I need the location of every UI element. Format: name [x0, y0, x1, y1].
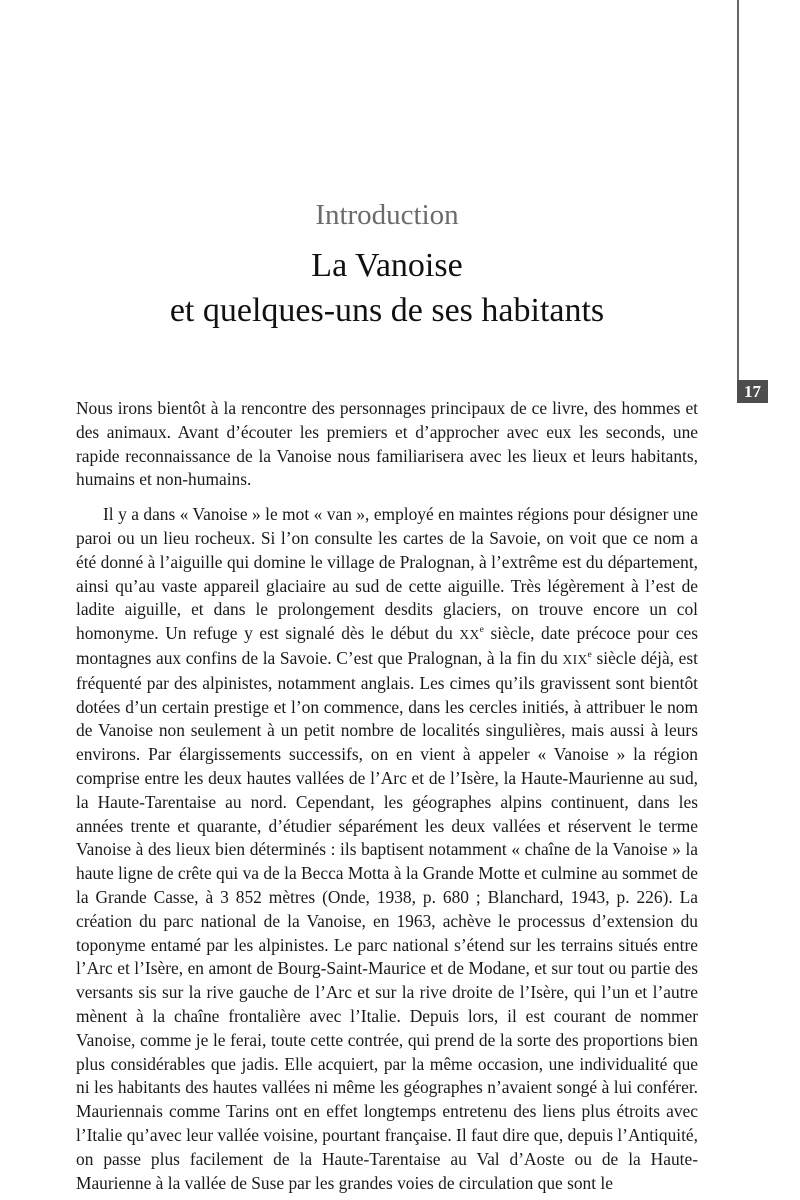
century-twentieth: XX: [459, 627, 480, 643]
paragraph-2-part-2: siècle, date précoce pour ces montagnes aux confins de la Savoie. C’est que Pralognan, à la fin du: [76, 623, 698, 668]
paragraph-1: Nous irons bientôt à la rencontre des personnages principaux de ce livre, des hommes et des animaux. Avant d’écouter les premiers et d’approcher avec eux les seconds, une rapide reconnaissance de la Vanoise nous familiarisera avec les lieux et leurs habitants, humains et non-humains.: [76, 398, 698, 490]
paragraph-2-part-1: Il y a dans « Vanoise » le mot « van », employé en maintes régions pour désigner une paroi ou un lieu rocheux. Si l’on consulte les cartes de la Savoie, on voit que ce nom a été donné à l’aiguille qui domine le village de Pralognan, à l’extrême est du département, ainsi qu’au vaste appareil glaciaire au sud de cette aiguille. Très légèrement à l’est de ladite aiguille, et dans le prolongement desdits glaciers, on trouve encore un col homonyme. Un refuge y est signalé dès le début du: [76, 504, 698, 644]
century-twentieth-suffix: e: [479, 624, 484, 636]
page-number: 17: [737, 380, 768, 403]
paragraph-2: [76, 503, 698, 1195]
chapter-title: [76, 243, 698, 333]
paragraph-2-part-3: siècle déjà, est fréquenté par des alpinistes, notamment anglais. Les cimes qu’ils gravissent sont bientôt dotées d’un certain prestige et l’on commence, dans les cercles initiés, à attribuer le nom de Vanoise non seulement à un petit nombre de localités singulières, mais aussi à leurs environs. Par élargissements successifs, on en vient à appeler « Vanoise » la région comprise entre les deux hautes vallées de l’Arc et de l’Isère, la Haute-Maurienne au sud, la Haute-Tarentaise au nord. Cependant, les géographes alpins continuent, dans les années trente et quarante, d’étudier séparément les deux vallées et réservent le terme Vanoise à des lieux bien déterminés : ils baptisent notamment « chaîne de la Vanoise » la haute ligne de crête qui va de la Becca Motta à la Grande Motte et culmine au sommet de la Grande Casse, à 3 852 mètres (Onde, 1938, p. 680 ; Blanchard, 1943, p. 226). La création du parc national de la Vanoise, en 1963, achève le processus d’extension du toponyme entamé par les alpinistes. Le parc national s’étend sur les terrains situés entre l’Arc et l’Isère, en amont de Bourg-Saint-Maurice et de Modane, et sur tout ou partie des versants sis sur la rive gauche de l’Arc et sur la rive droite de l’Isère, qui l’un et l’autre mènent à la chaîne frontalière avec l’Italie. Depuis lors, il est courant de nommer Vanoise, comme je le ferai, toute cette contrée, qui prend de la sorte des proportions bien plus considérables que jadis. Elle acquiert, par la même occasion, une individualité que ni les habitants des hautes vallées ni même les géographes n’avaient songé à lui conférer. Mauriennais comme Tarins ont en effet longtemps entretenu des liens plus étroits avec l’Italie qu’avec leur vallée voisine, pourtant française. Il faut dire que, depuis l’Antiquité, on passe plus facilement de la Haute-Tarentaise au Val d’Aoste ou de la Haute-Maurienne à la vallée de Suse par les grandes voies de circulation que sont le: [76, 647, 699, 1193]
chapter-title-line-1: La Vanoise: [311, 247, 463, 284]
body-text: [76, 397, 698, 1195]
century-nineteenth: XIX: [562, 651, 588, 667]
century-nineteenth-suffix: e: [587, 649, 592, 661]
chapter-kicker: Introduction: [315, 199, 459, 231]
chapter-title-line-2: et quelques-uns de ses habitants: [169, 292, 605, 329]
page-edge-rule: [737, 0, 739, 380]
